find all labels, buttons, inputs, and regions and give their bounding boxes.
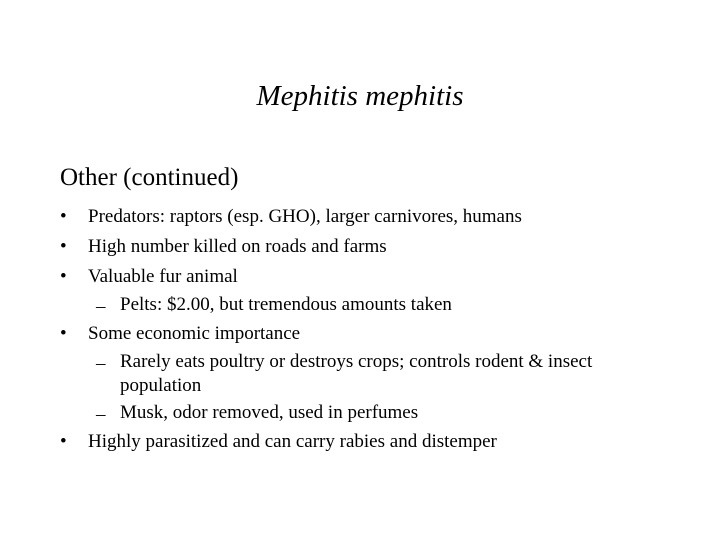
sub-bullet-item bbox=[60, 401, 660, 425]
bullet-marker: • bbox=[60, 431, 67, 452]
sub-bullet-text: Pelts: $2.00, but tremendous amounts taken bbox=[120, 294, 452, 315]
bullet-item bbox=[60, 263, 660, 290]
sub-bullet-marker: – bbox=[96, 353, 106, 374]
bullet-text: Highly parasitized and can carry rabies and distemper bbox=[88, 431, 497, 452]
sub-bullet-item bbox=[60, 293, 660, 317]
bullet-text: Some economic importance bbox=[88, 323, 301, 344]
bullet-marker: • bbox=[60, 206, 67, 227]
sub-bullet-text: Musk, odor removed, used in perfumes bbox=[120, 402, 419, 423]
bullet-item bbox=[60, 428, 660, 455]
bullet-text: High number killed on roads and farms bbox=[88, 236, 387, 257]
bullet-marker: • bbox=[60, 236, 67, 257]
sub-bullet-marker: – bbox=[96, 404, 106, 425]
bullet-marker: • bbox=[60, 323, 67, 344]
bullet-text: Predators: raptors (esp. GHO), larger carnivores, humans bbox=[88, 206, 522, 227]
bullet-item bbox=[60, 203, 660, 230]
slide-title: Mephitis mephitis bbox=[256, 80, 464, 112]
bullet-item bbox=[60, 320, 660, 347]
bullet-item bbox=[60, 233, 660, 260]
bullet-text: Valuable fur animal bbox=[88, 266, 238, 287]
bullet-marker: • bbox=[60, 266, 67, 287]
sub-bullet-text: Rarely eats poultry or destroys crops; controls rodent & insect population bbox=[120, 351, 593, 396]
section-heading: Other (continued) bbox=[60, 164, 239, 191]
bullet-list bbox=[60, 200, 660, 455]
sub-bullet-marker: – bbox=[96, 296, 106, 317]
sub-bullet-item bbox=[60, 350, 660, 398]
